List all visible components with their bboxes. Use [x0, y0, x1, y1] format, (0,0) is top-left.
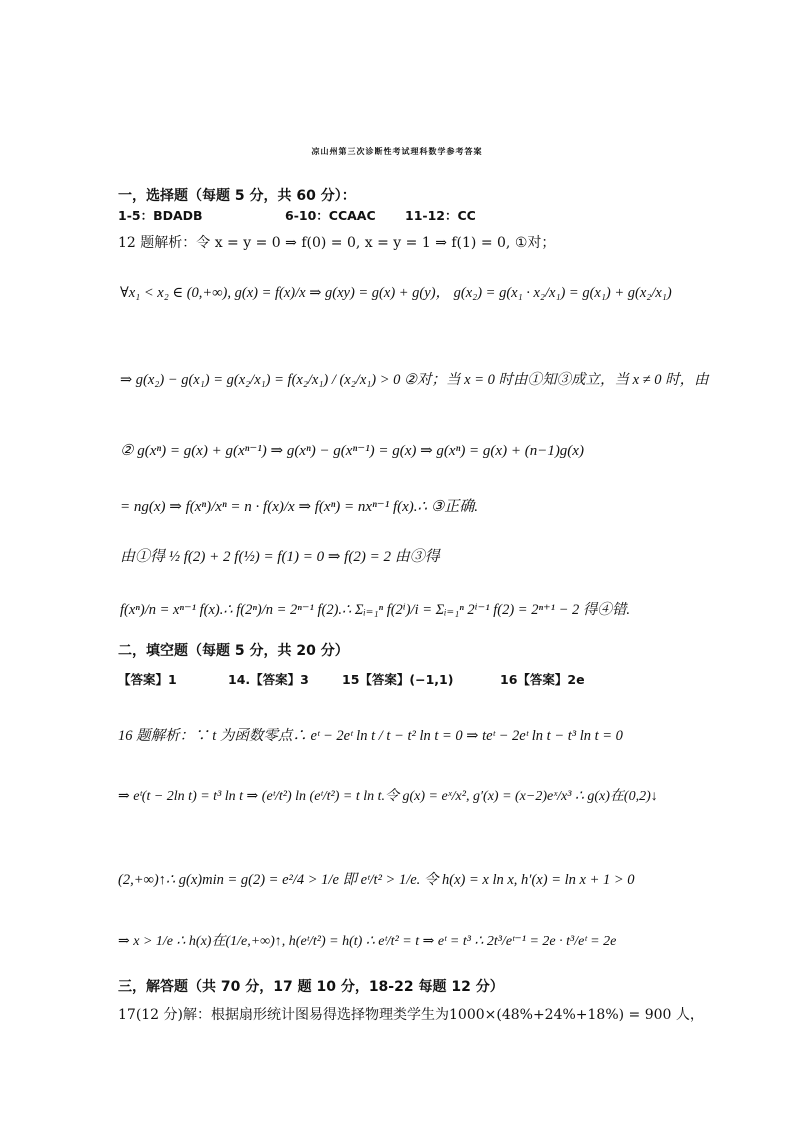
fill-answer-14: 14.【答案】3 [228, 672, 309, 687]
q12-analysis-line7: f(xⁿ)/n = xⁿ⁻¹ f(x).∴ f(2ⁿ)/n = 2ⁿ⁻¹ f(2).∴ Σᵢ₌₁ⁿ f(2ⁱ)/i = Σᵢ₌₁ⁿ 2ⁱ⁻¹ f(2) = 2ⁿ⁺¹ − 2 得④错. [120, 602, 631, 618]
section-solve-heading: 三，解答题（共 70 分，17 题 10 分，18-22 每题 12 分） [118, 979, 504, 995]
q12-analysis-line5: = ng(x) ⇒ f(xⁿ)/xⁿ = n · f(x)/x ⇒ f(xⁿ) = nxⁿ⁻¹ f(x).∴ ③正确. [120, 499, 479, 515]
q12-analysis-line6: 由①得 ½ f(2) + 2 f(½) = f(1) = 0 ⇒ f(2) = 2 由③得 [120, 549, 440, 565]
choice-answers-6-10: 6-10：CCAAC [285, 208, 376, 223]
q17-solution-line1: 17(12 分)解：根据扇形统计图易得选择物理类学生为1000×(48%+24%+18%) = 900 人， [118, 1007, 704, 1023]
section-fill-heading: 二，填空题（每题 5 分，共 20 分） [118, 643, 349, 659]
q12-analysis-line4: ② g(xⁿ) = g(x) + g(xⁿ⁻¹) ⇒ g(xⁿ) − g(xⁿ⁻¹) = g(x) ⇒ g(xⁿ) = g(x) + (n−1)g(x) [120, 443, 584, 459]
page-title: 凉山州第三次诊断性考试理科数学参考答案 [311, 147, 483, 156]
q16-analysis-line3: (2,+∞)↑∴ g(x)min = g(2) = e²/4 > 1/e 即 eᵗ/t² > 1/e. 令 h(x) = x ln x, h′(x) = ln x + 1 > 0 [118, 872, 635, 888]
fill-answer-13: 【答案】1 [118, 672, 177, 687]
q16-analysis-line1: 16 题解析：∵ t 为函数零点∴ eᵗ − 2eᵗ ln t / t − t² ln t = 0 ⇒ teᵗ − 2eᵗ ln t − t³ ln t = 0 [118, 728, 623, 744]
q16-analysis-line4: ⇒ x > 1/e ∴ h(x)在(1/e,+∞)↑, h(eᵗ/t²) = h(t) ∴ eᵗ/t² = t ⇒ eᵗ = t³ ∴ 2t³/eᵗ⁻¹ = 2e · t³/eᵗ = 2e [118, 934, 617, 949]
section-choice-heading: 一，选择题（每题 5 分，共 60 分）： [118, 188, 356, 204]
fill-answer-16: 16【答案】2e [500, 672, 585, 687]
q12-analysis-line1: 12 题解析：令 x = y = 0 ⇒ f(0) = 0, x = y = 1 ⇒ f(1) = 0, ①对； [118, 235, 556, 251]
choice-answers-11-12: 11-12：CC [405, 208, 476, 223]
fill-answer-15: 15【答案】(−1,1) [342, 672, 454, 687]
q16-analysis-line2: ⇒ eᵗ(t − 2ln t) = t³ ln t ⇒ (eᵗ/t²) ln (eᵗ/t²) = t ln t.令 g(x) = eˣ/x², g′(x) = (x−2)eˣ/x³ ∴ g(x)在(0,2)↓ [118, 789, 658, 804]
choice-answers-1-5: 1-5：BDADB [118, 208, 203, 223]
q12-analysis-line2: ∀x₁ < x₂ ∈ (0,+∞), g(x) = f(x)/x ⇒ g(xy) = g(x) + g(y)， g(x₂) = g(x₁ · x₂/x₁) = g(x₁) + g(x₂/x₁) [120, 285, 672, 301]
q12-analysis-line3: ⇒ g(x₂) − g(x₁) = g(x₂/x₁) = f(x₂/x₁) / (x₂/x₁) > 0 ②对；当 x = 0 时由①知③成立，当 x ≠ 0 时，由 [120, 372, 709, 388]
